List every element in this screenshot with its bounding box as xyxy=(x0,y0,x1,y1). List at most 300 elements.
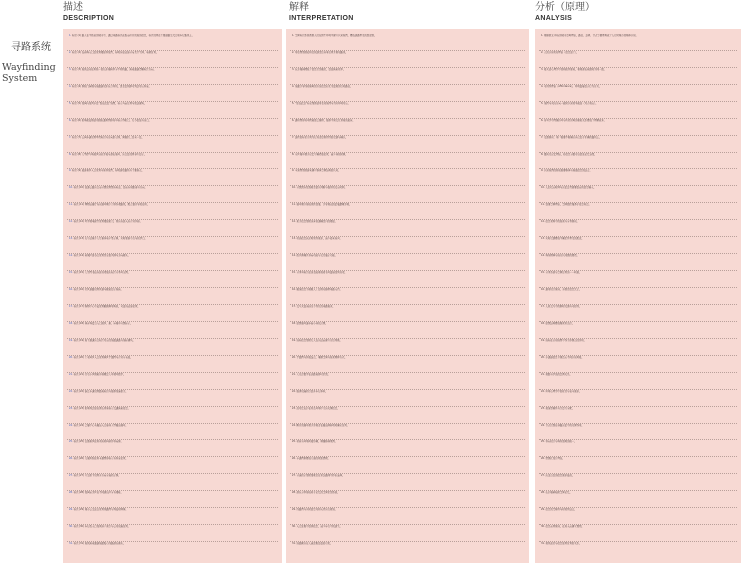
row-divider xyxy=(290,287,525,288)
row-divider xyxy=(67,236,278,237)
row-divider xyxy=(539,84,737,85)
row-divider xyxy=(67,270,278,271)
system-name-en-line2: System xyxy=(2,73,38,84)
analysis-text: 9. 认知地图的形成需要整体与局部信息的结合。 xyxy=(541,169,592,173)
row-reference-link[interactable]: 17. xyxy=(69,304,74,308)
row-reference-link[interactable]: 22. xyxy=(69,389,74,393)
interpretation-text: 1. 空间标识系统帮助人们在陌生环境中建立认知地图，降低迷路带来的焦虑感。 xyxy=(292,34,377,37)
desc-row-text xyxy=(69,390,276,405)
row-divider xyxy=(290,338,525,339)
row-divider xyxy=(67,202,278,203)
row-divider xyxy=(290,118,525,119)
row-reference-link[interactable]: 29. xyxy=(69,508,74,512)
row-divider xyxy=(290,541,525,542)
int-row-text xyxy=(292,119,523,134)
description-text: 标识 (28) 校园宿舍区以不同颜色区分各楼栋。 xyxy=(73,491,124,495)
description-text: 标识 (16) 社区道路设置盲道与触觉提示地砖。 xyxy=(73,288,124,292)
row-divider xyxy=(290,152,525,153)
int-row-text xyxy=(292,440,523,455)
desc-row-text xyxy=(69,339,276,354)
int-row-text xyxy=(292,508,523,523)
row-reference-link[interactable]: 20. xyxy=(69,355,74,359)
ana-row-text xyxy=(541,440,735,455)
analysis-text: 10. 人的反应时间与决策过程需要提前的信息输入。 xyxy=(541,186,596,190)
int-row-text xyxy=(292,237,523,252)
ana-row-text xyxy=(541,136,735,151)
row-divider xyxy=(539,253,737,254)
row-divider xyxy=(67,287,278,288)
row-divider xyxy=(290,524,525,525)
row-divider xyxy=(290,439,525,440)
int-row-text xyxy=(292,288,523,303)
row-divider xyxy=(539,372,737,373)
row-reference-link[interactable]: 13. xyxy=(69,237,74,241)
int-row-text xyxy=(292,491,523,506)
int-row-text xyxy=(292,203,523,218)
column-title-en: INTERPRETATION xyxy=(289,15,354,22)
analysis-text: 13. 实时反馈降低不确定性带来的焦虑。 xyxy=(541,237,584,241)
row-divider xyxy=(290,406,525,407)
interpretation-text: 14. 街名牌兼具导向功能与文化展示功能。 xyxy=(292,254,338,258)
ana-row-text xyxy=(541,203,735,218)
row-divider xyxy=(539,473,737,474)
analysis-text: 23. 视觉显著性与注意力分配。 xyxy=(541,406,575,410)
description-text: 标识 (22) 滨江步道设置距离标识与服务设施指引。 xyxy=(73,389,128,393)
analysis-text: 30. 信息前置原则，在进入前建立预期。 xyxy=(541,525,584,529)
system-name-en xyxy=(2,62,62,84)
row-divider xyxy=(67,507,278,508)
row-reference-link[interactable]: 1. xyxy=(69,34,73,37)
row-divider xyxy=(67,355,278,356)
row-divider xyxy=(67,524,278,525)
analysis-text: 22. 环境心理学中的舒适与安全需求。 xyxy=(541,389,582,393)
desc-row-text xyxy=(69,271,276,286)
ana-row-text xyxy=(541,424,735,439)
row-divider xyxy=(290,372,525,373)
interpretation-text: 27. 分流指示帮助驾驶者在复杂路网中作出选择。 xyxy=(292,474,345,478)
interpretation-text: 5. “您在此处”标记帮助使用者将地图与真实环境对应。 xyxy=(292,101,351,105)
row-divider xyxy=(539,185,737,186)
description-text: 标识 (27) 立交桥下设置多方向分流指示牌。 xyxy=(73,474,121,478)
row-divider xyxy=(539,270,737,271)
int-row-text xyxy=(292,34,523,49)
desc-row-text xyxy=(69,254,276,269)
row-reference-link[interactable]: 25. xyxy=(69,440,74,444)
int-row-text xyxy=(292,407,523,422)
row-divider xyxy=(539,287,737,288)
row-reference-link[interactable]: 15. xyxy=(69,271,74,275)
interpretation-text: 22. 服务设施指引提升步行体验。 xyxy=(292,389,328,393)
row-divider xyxy=(290,456,525,457)
description-text: 标识 (10) 高速公路出口前分级设置预告标志，提前告知距离与方向。 xyxy=(73,186,147,190)
row-divider xyxy=(290,101,525,102)
description-text: 标识 (25) 古镇景区使用木质材料制作导向牌。 xyxy=(73,440,124,444)
desc-row-text xyxy=(69,407,276,422)
interpretation-text: 24. 醒目的编号便于参观者在展馆间移动时确认位置。 xyxy=(292,423,350,427)
row-reference-link[interactable]: 12. xyxy=(69,220,74,224)
row-divider xyxy=(539,389,737,390)
row-reference-link[interactable]: 31. xyxy=(69,542,74,546)
row-divider xyxy=(539,219,737,220)
interpretation-text: 2. 导览图帮助使用者快速定位自身位置并规划路线。 xyxy=(292,50,348,54)
ana-row-text xyxy=(541,169,735,184)
ana-row-text xyxy=(541,51,735,66)
interpretation-text: 18. 层级编号逐步缩小寻找范围。 xyxy=(292,321,328,325)
row-divider xyxy=(539,304,737,305)
int-row-text xyxy=(292,153,523,168)
description-column xyxy=(63,29,282,563)
interpretation-text: 26. 卡通图形降低儿童的紧张情绪。 xyxy=(292,457,331,461)
ana-row-text xyxy=(541,119,735,134)
row-divider xyxy=(539,321,737,322)
analysis-text: 16. 通用设计原则，多感官信息冗余。 xyxy=(541,288,582,292)
desc-row-text xyxy=(69,186,276,201)
description-text: 标识 (8) 大型停车场按区域以字母与颜色编号，出口处设置寻车提示。 xyxy=(72,152,147,156)
ana-row-text xyxy=(541,474,735,489)
int-row-text xyxy=(292,390,523,405)
analysis-text: 19. 地标在认知地图中作为参照点的作用。 xyxy=(541,338,587,342)
row-divider xyxy=(67,304,278,305)
column-header-analysis xyxy=(535,2,595,22)
row-divider xyxy=(67,541,278,542)
row-divider xyxy=(67,118,278,119)
desc-row-text xyxy=(69,457,276,472)
description-text: 标识 (19) 地下通道出口标注对应的地面道路与地标建筑。 xyxy=(73,338,135,342)
row-divider xyxy=(67,338,278,339)
analysis-column xyxy=(535,29,741,563)
interpretation-text: 9. 全景图帮助游客建立整体空间结构的认知。 xyxy=(292,169,341,173)
desc-row-text xyxy=(69,424,276,439)
int-row-text xyxy=(292,322,523,337)
interpretation-text: 17. 交互式查询满足个性化的寻路需求。 xyxy=(292,304,335,308)
row-reference-link[interactable]: 23. xyxy=(69,406,74,410)
ana-row-text xyxy=(541,102,735,117)
row-divider xyxy=(67,423,278,424)
analysis-text: 20. 多通道信息呈现适应不同认知风格。 xyxy=(541,355,584,359)
desc-row-text xyxy=(69,51,276,66)
interpretation-text: 31. 地面箭头在人流密集处依然可见。 xyxy=(292,542,333,546)
interpretation-text: 20. 平面图与列表结合，兼顾空间与检索两种方式。 xyxy=(292,355,347,359)
row-divider xyxy=(67,219,278,220)
description-text: 标识 (5) 校园内设置多处“您在此处”地图，标示当前位置与周边建筑。 xyxy=(72,101,147,105)
row-divider xyxy=(290,236,525,237)
analysis-text: 25. 导向设计与场所语境的统一。 xyxy=(541,440,577,444)
description-text: 标识 (20) 工业园区入口设置园区平面图与企业分布表。 xyxy=(73,355,133,359)
description-text: 标识 (4) 医院门诊楼内地面铺设彩色引导线，患者沿线即可到达对应科室。 xyxy=(72,84,152,88)
row-divider xyxy=(539,202,737,203)
analysis-text: 11. 叙事空间理论，空间组织服务于信息传达。 xyxy=(541,203,591,207)
desc-row-text xyxy=(69,356,276,371)
column-title-en: ANALYSIS xyxy=(535,15,573,22)
row-divider xyxy=(290,389,525,390)
ana-row-text xyxy=(541,254,735,269)
row-divider xyxy=(67,490,278,491)
description-text: 标识 (17) 购物中心中庭设置触摸屏导购机，可查询店铺位置。 xyxy=(73,304,140,308)
row-divider xyxy=(67,389,278,390)
interpretation-text: 7. 连续的标识序列为行进者提供持续的反馈与确认。 xyxy=(292,135,348,139)
row-divider xyxy=(539,355,737,356)
row-reference-link[interactable]: 26. xyxy=(69,457,74,461)
ana-row-text xyxy=(541,339,735,354)
analysis-text: 17. 人机交互中的即时反馈与可控性。 xyxy=(541,304,582,308)
int-row-text xyxy=(292,305,523,320)
row-divider xyxy=(539,67,737,68)
row-divider xyxy=(67,185,278,186)
int-row-text xyxy=(292,373,523,388)
desc-row-text xyxy=(69,85,276,100)
analysis-text: 8. 组块化记忆理论，将信息分组可以提高记忆容量。 xyxy=(541,152,597,156)
row-divider xyxy=(539,236,737,237)
row-divider xyxy=(290,50,525,51)
ana-row-text xyxy=(541,271,735,286)
row-divider xyxy=(290,270,525,271)
analysis-text: 24. 节点识别在寻路决策中的关键作用。 xyxy=(541,423,584,427)
desc-row-text xyxy=(69,153,276,168)
analysis-text: 2. 人的认知负荷理论（信息加工）。 xyxy=(541,50,579,54)
desc-row-text xyxy=(69,440,276,455)
row-reference-link[interactable]: 9. xyxy=(69,169,73,173)
row-divider xyxy=(290,473,525,474)
analysis-text: 1. 根据凯文·林奇的城市意象理论，路径、边界、节点等要素构成了人们对城市的整体认知。 xyxy=(541,34,639,37)
row-divider xyxy=(539,406,737,407)
row-divider xyxy=(539,524,737,525)
description-text: 标识 (30) 步行街入口设置商户索引与公共设施位置。 xyxy=(73,525,131,529)
row-divider xyxy=(539,101,737,102)
desc-row-text xyxy=(69,474,276,489)
int-row-text xyxy=(292,220,523,235)
ana-row-text xyxy=(541,68,735,83)
column-header-description xyxy=(63,2,114,22)
row-divider xyxy=(67,321,278,322)
row-divider xyxy=(539,456,737,457)
description-text: 标识 (11) 博物馆展厅内以编号顺序引导参观路线，配合语音导览使用。 xyxy=(73,203,150,207)
ana-row-text xyxy=(541,305,735,320)
int-row-text xyxy=(292,102,523,117)
row-reference-link[interactable]: 19. xyxy=(69,338,74,342)
row-divider xyxy=(539,118,737,119)
description-text: 标识 (6) 机场航站楼使用国际通用图形符号标示登机口、行李提取与出口。 xyxy=(72,118,152,122)
int-row-text xyxy=(292,525,523,540)
interpretation-text: 12. 索引信息帮助访客快速确定目的楼层。 xyxy=(292,220,338,224)
interpretation-text: 21. 大尺度数字在远距离即可识别。 xyxy=(292,372,331,376)
int-row-text xyxy=(292,85,523,100)
ana-row-text xyxy=(541,457,735,472)
row-divider xyxy=(539,541,737,542)
desc-row-text xyxy=(69,525,276,540)
row-divider xyxy=(67,372,278,373)
desc-row-text xyxy=(69,68,276,83)
system-name-zh: 寻路系统 xyxy=(11,42,51,53)
analysis-text: 3. 格式塔心理学中的相似性原则，相同颜色被感知为同一组。 xyxy=(541,67,607,71)
int-row-text xyxy=(292,271,523,286)
row-reference-link[interactable]: 27. xyxy=(69,474,74,478)
analysis-text: 21. 视距与字高的比例关系。 xyxy=(541,372,572,376)
row-divider xyxy=(290,135,525,136)
row-reference-link[interactable]: 21. xyxy=(69,372,74,376)
int-row-text xyxy=(292,169,523,184)
interpretation-text: 11. 编号顺序形成线性叙事，引导观众按策展逻辑参观。 xyxy=(292,203,352,207)
system-name-en-line1: Wayfinding xyxy=(2,62,56,73)
int-row-text xyxy=(292,457,523,472)
description-text: 标识 (3) 地铁站内使用统一的色彩编码区分不同线路，换乘通道清晰标注方向。 xyxy=(72,67,156,71)
int-row-text xyxy=(292,136,523,151)
row-reference-link[interactable]: 28. xyxy=(69,491,74,495)
column-title-en: DESCRIPTION xyxy=(63,15,115,22)
row-divider xyxy=(67,67,278,68)
analysis-text: 26. 情感化设计理论。 xyxy=(541,457,565,461)
row-reference-link[interactable]: 7. xyxy=(69,135,73,139)
desc-row-text xyxy=(69,305,276,320)
desc-row-text xyxy=(69,237,276,252)
description-text: 标识 (1) 路人在不熟悉的城市中，通过寻路标识获取前往目的地的信息，标识设置在主要道路交叉口和步行路线上。 xyxy=(72,34,195,37)
desc-row-text xyxy=(69,508,276,523)
desc-row-text xyxy=(69,119,276,134)
int-row-text xyxy=(292,424,523,439)
interpretation-text: 15. 分类号标注使读者能够按索书号直接找到书架。 xyxy=(292,271,347,275)
row-divider xyxy=(290,507,525,508)
row-divider xyxy=(67,439,278,440)
description-text: 标识 (14) 老城区街巷口设置历史街名牌与方向箭头。 xyxy=(73,254,131,258)
analysis-text: 5. 地图与实际方向一致时认知效率最高（对齐效应）。 xyxy=(541,101,598,105)
row-reference-link[interactable]: 5. xyxy=(69,101,73,105)
row-divider xyxy=(67,50,278,51)
desc-row-text xyxy=(69,169,276,184)
interpretation-text: 4. 地面引导线将抽象的方位信息转化为直观的行动路径。 xyxy=(292,84,353,88)
analysis-text: 6. 符号学中图像符号与所指对象的相似关系降低了理解成本。 xyxy=(541,118,607,122)
description-text: 标识 (26) 儿童医院使用卡通图形标示各科室位置。 xyxy=(73,457,128,461)
description-text: 标识 (21) 住宅小区楼栋外墙喷涂大号楼号数字。 xyxy=(73,372,126,376)
interpretation-text: 28. 颜色分区形成易于记忆的空间识别系统。 xyxy=(292,491,340,495)
row-reference-link[interactable]: 3. xyxy=(69,67,73,71)
row-divider xyxy=(539,423,737,424)
row-reference-link[interactable]: 4. xyxy=(69,84,73,88)
int-row-text xyxy=(292,542,523,557)
row-divider xyxy=(539,338,737,339)
ana-row-text xyxy=(541,407,735,422)
analysis-text: 15. 分类系统与空间位置的一一映射。 xyxy=(541,271,582,275)
description-text: 标识 (13) 火车站候车大厅悬挂电子显示屏，实时更新车次与检票口。 xyxy=(73,237,147,241)
row-divider xyxy=(290,84,525,85)
interpretation-text: 16. 触觉信息为视障人士提供无障碍寻路支持。 xyxy=(292,288,342,292)
row-reference-link[interactable]: 11. xyxy=(69,203,74,207)
interpretation-column xyxy=(286,29,529,563)
interpretation-text: 13. 动态信息满足时效性需求，减少旅客询问。 xyxy=(292,237,342,241)
row-divider xyxy=(290,321,525,322)
analysis-text: 28. 色彩编码辅助空间记忆。 xyxy=(541,491,572,495)
description-text: 标识 (18) 体育场看台入口按区、排、座编号分级标示。 xyxy=(73,321,133,325)
row-reference-link[interactable]: 24. xyxy=(69,423,74,427)
int-row-text xyxy=(292,51,523,66)
row-divider xyxy=(290,304,525,305)
ana-row-text xyxy=(541,491,735,506)
interpretation-text: 29. 线路图与实时信息共同支持出行规划。 xyxy=(292,508,338,512)
row-reference-link[interactable]: 6. xyxy=(69,118,73,122)
desc-row-text xyxy=(69,34,276,49)
description-text: 标识 (23) 机场到达层以黄色背景标示交通换乘信息。 xyxy=(73,406,131,410)
row-reference-link[interactable]: 30. xyxy=(69,525,74,529)
desc-row-text xyxy=(69,136,276,151)
ana-row-text xyxy=(541,373,735,388)
row-reference-link[interactable]: 16. xyxy=(69,288,74,292)
description-text: 标识 (15) 大学图书馆各层书架端头标注分类号范围。 xyxy=(73,271,131,275)
row-divider xyxy=(67,152,278,153)
int-row-text xyxy=(292,254,523,269)
row-reference-link[interactable]: 10. xyxy=(69,186,74,190)
row-divider xyxy=(67,135,278,136)
desc-row-text xyxy=(69,542,276,557)
ana-row-text xyxy=(541,186,735,201)
desc-row-text xyxy=(69,102,276,117)
description-text: 标识 (12) 写字楼电梯厅设置楼层索引，列出各层入驻企业名称。 xyxy=(73,220,143,224)
ana-row-text xyxy=(541,237,735,252)
analysis-text: 29. 信息的完整性与时效性结合。 xyxy=(541,508,577,512)
analysis-text: 4. 可供性理论（Affordance），环境直接提示行为方式。 xyxy=(541,84,602,88)
column-header-interpretation xyxy=(289,2,354,22)
column-title-zh: 分析（原理） xyxy=(535,2,595,13)
interpretation-text: 8. 分区编号便于记忆车辆停放位置，减少寻找时间。 xyxy=(292,152,348,156)
analysis-text: 18. 层级结构降低搜索复杂度。 xyxy=(541,321,575,325)
int-row-text xyxy=(292,186,523,201)
ana-row-text xyxy=(541,508,735,523)
ana-row-text xyxy=(541,525,735,540)
ana-row-text xyxy=(541,34,735,49)
int-row-text xyxy=(292,339,523,354)
analysis-text: 27. 决策点处的信息需求最高。 xyxy=(541,474,575,478)
row-divider xyxy=(67,84,278,85)
int-row-text xyxy=(292,356,523,371)
row-divider xyxy=(290,253,525,254)
description-text: 标识 (2) 在商场入口处设置楼层导览图，标明各层店铺分布及卫生间、电梯位置。 xyxy=(72,50,159,54)
description-text: 标识 (9) 旅游景区入口设置全景导览图，标明游览路线与主要景点。 xyxy=(72,169,144,173)
row-divider xyxy=(539,439,737,440)
interpretation-text: 30. 入口处集中提供信息，减少步行中的迷失。 xyxy=(292,525,342,529)
analysis-text: 12. 信息架构中的检索与分类原则。 xyxy=(541,220,580,224)
row-reference-link[interactable]: 8. xyxy=(69,152,73,156)
ana-row-text xyxy=(541,288,735,303)
row-reference-link[interactable]: 14. xyxy=(69,254,74,258)
row-divider xyxy=(290,185,525,186)
desc-row-text xyxy=(69,373,276,388)
ana-row-text xyxy=(541,542,735,557)
row-divider xyxy=(539,507,737,508)
interpretation-text: 3. 色彩编码降低了信息识别难度，提高换乘效率。 xyxy=(292,67,346,71)
ana-row-text xyxy=(541,322,735,337)
row-divider xyxy=(67,406,278,407)
desc-row-text xyxy=(69,491,276,506)
int-row-text xyxy=(292,68,523,83)
row-divider xyxy=(67,168,278,169)
row-divider xyxy=(67,473,278,474)
analysis-text: 14. 场所精神与地方认同感的塑造。 xyxy=(541,254,580,258)
row-divider xyxy=(67,456,278,457)
row-reference-link[interactable]: 18. xyxy=(69,321,74,325)
row-divider xyxy=(67,101,278,102)
row-divider xyxy=(539,135,737,136)
description-text: 标识 (24) 会展中心各展馆入口悬挂大型展馆编号。 xyxy=(73,423,128,427)
row-divider xyxy=(539,50,737,51)
ana-row-text xyxy=(541,220,735,235)
row-reference-link[interactable]: 2. xyxy=(69,50,73,54)
interpretation-text: 25. 材质与环境风格协调，增强整体氛围。 xyxy=(292,440,338,444)
description-text: 标识 (7) 公园步道设置里程标识与方向指示牌，间隔约二百米一处。 xyxy=(72,135,144,139)
desc-row-text xyxy=(69,322,276,337)
description-text: 标识 (31) 地铁换乘通道地面贴有线路颜色箭头。 xyxy=(73,542,126,546)
ana-row-text xyxy=(541,85,735,100)
row-divider xyxy=(290,67,525,68)
row-divider xyxy=(539,168,737,169)
row-divider xyxy=(290,490,525,491)
column-title-zh: 解释 xyxy=(289,2,309,13)
